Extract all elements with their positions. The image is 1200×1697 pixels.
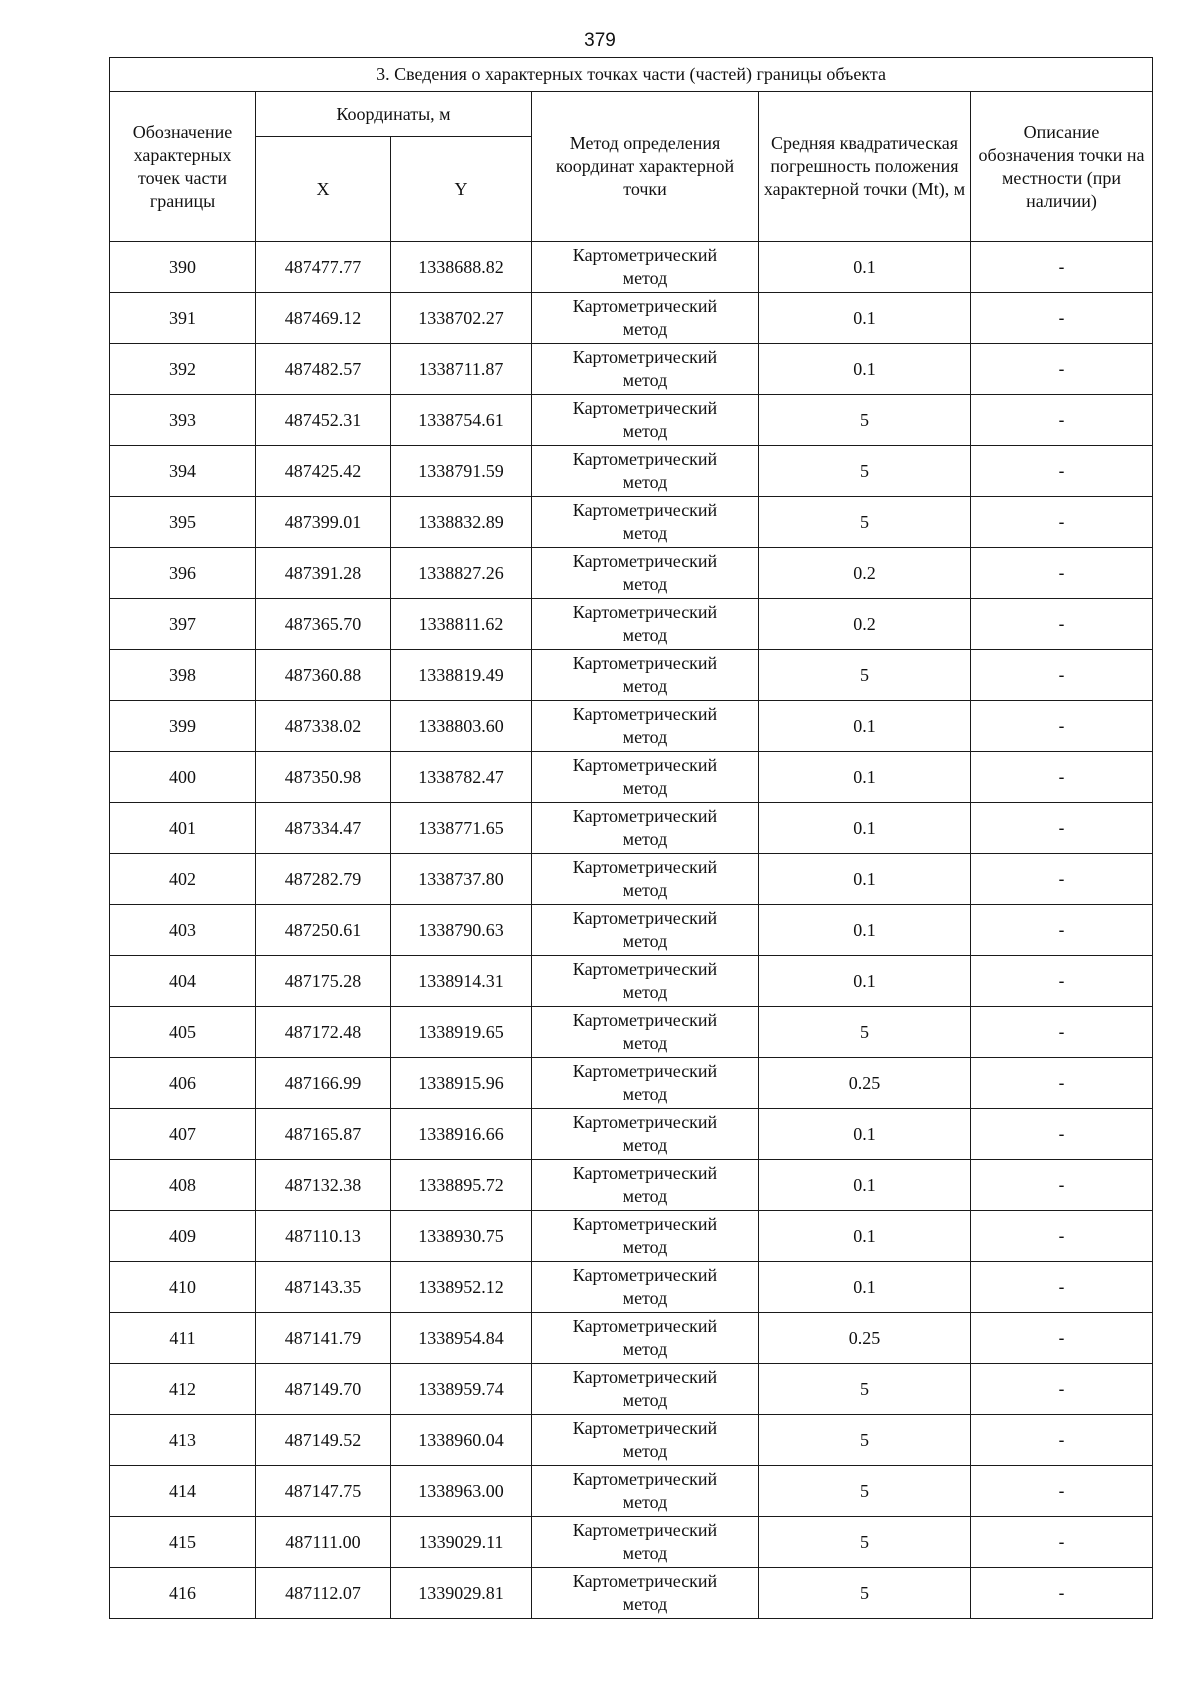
point-id: 398 <box>110 650 256 701</box>
coord-x: 487365.70 <box>256 599 391 650</box>
mean-error: 0.1 <box>759 1211 971 1262</box>
method-line-1: Картометрический <box>572 806 718 826</box>
coord-y: 1338827.26 <box>391 548 532 599</box>
method-line-2: метод <box>622 370 668 390</box>
point-description: - <box>971 650 1153 701</box>
point-description: - <box>971 1211 1153 1262</box>
boundary-points-table <box>109 57 1153 1619</box>
mean-error: 5 <box>759 1466 971 1517</box>
mean-error: 0.1 <box>759 701 971 752</box>
method-line-2: метод <box>622 319 668 339</box>
point-description: - <box>971 1313 1153 1364</box>
coord-y: 1338895.72 <box>391 1160 532 1211</box>
method-line-2: метод <box>622 1135 668 1155</box>
method <box>532 1262 759 1313</box>
point-id: 392 <box>110 344 256 395</box>
method-line-2: метод <box>622 778 668 798</box>
coord-y: 1339029.81 <box>391 1568 532 1619</box>
point-id: 414 <box>110 1466 256 1517</box>
method-line-2: метод <box>622 625 668 645</box>
coord-x: 487399.01 <box>256 497 391 548</box>
table-title-row <box>110 58 1153 92</box>
point-description: - <box>971 752 1153 803</box>
method-line-2: метод <box>622 1441 668 1461</box>
mean-error: 0.1 <box>759 1160 971 1211</box>
method <box>532 752 759 803</box>
coord-y: 1338832.89 <box>391 497 532 548</box>
coord-y: 1338819.49 <box>391 650 532 701</box>
point-description: - <box>971 1415 1153 1466</box>
header-coordinates: Координаты, м <box>256 92 532 137</box>
table-title: 3. Сведения о характерных точках части (частей) границы объекта <box>110 58 1153 92</box>
table-row <box>110 1262 1153 1313</box>
point-description: - <box>971 1364 1153 1415</box>
coord-y: 1338914.31 <box>391 956 532 1007</box>
method <box>532 1466 759 1517</box>
mean-error: 5 <box>759 650 971 701</box>
method <box>532 497 759 548</box>
table-row <box>110 854 1153 905</box>
point-description: - <box>971 548 1153 599</box>
method-line-2: метод <box>622 574 668 594</box>
table-row <box>110 1415 1153 1466</box>
method <box>532 1313 759 1364</box>
method <box>532 1007 759 1058</box>
method <box>532 956 759 1007</box>
table-row <box>110 1568 1153 1619</box>
point-id: 411 <box>110 1313 256 1364</box>
mean-error: 5 <box>759 1364 971 1415</box>
point-description: - <box>971 1007 1153 1058</box>
mean-error: 0.1 <box>759 803 971 854</box>
method-line-2: метод <box>622 1237 668 1257</box>
table-row <box>110 1160 1153 1211</box>
point-id: 396 <box>110 548 256 599</box>
page-number: 379 <box>584 30 616 51</box>
point-id: 402 <box>110 854 256 905</box>
method <box>532 803 759 854</box>
method-line-2: метод <box>622 1186 668 1206</box>
method <box>532 905 759 956</box>
coord-x: 487112.07 <box>256 1568 391 1619</box>
coord-x: 487166.99 <box>256 1058 391 1109</box>
point-description: - <box>971 395 1153 446</box>
mean-error: 0.1 <box>759 752 971 803</box>
point-description: - <box>971 293 1153 344</box>
mean-error: 0.25 <box>759 1313 971 1364</box>
mean-error: 0.2 <box>759 599 971 650</box>
point-id: 407 <box>110 1109 256 1160</box>
method <box>532 293 759 344</box>
header-y: Y <box>391 137 532 242</box>
method-line-1: Картометрический <box>572 602 718 622</box>
method-line-2: метод <box>622 1390 668 1410</box>
table-row <box>110 293 1153 344</box>
method-line-2: метод <box>622 1339 668 1359</box>
point-id: 404 <box>110 956 256 1007</box>
method <box>532 446 759 497</box>
point-id: 397 <box>110 599 256 650</box>
coord-x: 487175.28 <box>256 956 391 1007</box>
table-row <box>110 395 1153 446</box>
coord-x: 487132.38 <box>256 1160 391 1211</box>
coord-x: 487334.47 <box>256 803 391 854</box>
coord-y: 1338791.59 <box>391 446 532 497</box>
mean-error: 0.1 <box>759 1109 971 1160</box>
mean-error: 0.25 <box>759 1058 971 1109</box>
coord-x: 487165.87 <box>256 1109 391 1160</box>
mean-error: 0.1 <box>759 344 971 395</box>
mean-error: 0.1 <box>759 905 971 956</box>
table-row <box>110 446 1153 497</box>
method <box>532 650 759 701</box>
method-line-2: метод <box>622 829 668 849</box>
coord-x: 487147.75 <box>256 1466 391 1517</box>
coord-x: 487149.52 <box>256 1415 391 1466</box>
method-line-1: Картометрический <box>572 755 718 775</box>
table-row <box>110 650 1153 701</box>
point-id: 399 <box>110 701 256 752</box>
coord-y: 1338782.47 <box>391 752 532 803</box>
table-row <box>110 956 1153 1007</box>
coord-x: 487350.98 <box>256 752 391 803</box>
mean-error: 5 <box>759 497 971 548</box>
table-row <box>110 905 1153 956</box>
point-id: 409 <box>110 1211 256 1262</box>
table-row <box>110 701 1153 752</box>
header-method: Метод определения координат характерной точки <box>532 92 759 242</box>
method-line-2: метод <box>622 727 668 747</box>
method <box>532 854 759 905</box>
point-id: 412 <box>110 1364 256 1415</box>
mean-error: 5 <box>759 395 971 446</box>
method-line-2: метод <box>622 676 668 696</box>
method-line-2: метод <box>622 931 668 951</box>
method-line-2: метод <box>622 421 668 441</box>
point-description: - <box>971 446 1153 497</box>
point-description: - <box>971 1109 1153 1160</box>
mean-error: 5 <box>759 1568 971 1619</box>
table-row <box>110 344 1153 395</box>
point-id: 395 <box>110 497 256 548</box>
method-line-1: Картометрический <box>572 1571 718 1591</box>
method-line-1: Картометрический <box>572 1010 718 1030</box>
coord-x: 487143.35 <box>256 1262 391 1313</box>
header-row-top <box>110 92 1153 137</box>
coord-y: 1338771.65 <box>391 803 532 854</box>
method-line-1: Картометрический <box>572 1112 718 1132</box>
table-row <box>110 1109 1153 1160</box>
method-line-2: метод <box>622 982 668 1002</box>
coord-y: 1338963.00 <box>391 1466 532 1517</box>
method-line-1: Картометрический <box>572 1367 718 1387</box>
point-description: - <box>971 803 1153 854</box>
coord-y: 1338688.82 <box>391 242 532 293</box>
mean-error: 0.1 <box>759 1262 971 1313</box>
coord-y: 1338811.62 <box>391 599 532 650</box>
point-id: 406 <box>110 1058 256 1109</box>
table-row <box>110 1466 1153 1517</box>
coord-y: 1338954.84 <box>391 1313 532 1364</box>
method <box>532 1568 759 1619</box>
point-id: 391 <box>110 293 256 344</box>
point-description: - <box>971 1058 1153 1109</box>
point-description: - <box>971 599 1153 650</box>
table-row <box>110 752 1153 803</box>
table-row <box>110 497 1153 548</box>
point-description: - <box>971 1568 1153 1619</box>
method <box>532 1160 759 1211</box>
point-description: - <box>971 1466 1153 1517</box>
mean-error: 5 <box>759 1415 971 1466</box>
method-line-1: Картометрический <box>572 449 718 469</box>
coord-y: 1338737.80 <box>391 854 532 905</box>
method-line-1: Картометрический <box>572 296 718 316</box>
coord-x: 487338.02 <box>256 701 391 752</box>
table-row <box>110 1058 1153 1109</box>
method <box>532 701 759 752</box>
mean-error: 5 <box>759 1517 971 1568</box>
point-description: - <box>971 956 1153 1007</box>
table-row <box>110 1313 1153 1364</box>
coord-y: 1338754.61 <box>391 395 532 446</box>
point-id: 405 <box>110 1007 256 1058</box>
method-line-2: метод <box>622 1288 668 1308</box>
method-line-1: Картометрический <box>572 704 718 724</box>
mean-error: 0.1 <box>759 293 971 344</box>
method <box>532 548 759 599</box>
coord-y: 1338803.60 <box>391 701 532 752</box>
coord-y: 1338711.87 <box>391 344 532 395</box>
coord-x: 487360.88 <box>256 650 391 701</box>
table-row <box>110 599 1153 650</box>
coord-x: 487452.31 <box>256 395 391 446</box>
method-line-1: Картометрический <box>572 245 718 265</box>
method-line-2: метод <box>622 1084 668 1104</box>
method-line-1: Картометрический <box>572 1418 718 1438</box>
point-description: - <box>971 854 1153 905</box>
method-line-2: метод <box>622 1543 668 1563</box>
table-body <box>110 242 1153 1619</box>
point-description: - <box>971 1262 1153 1313</box>
point-description: - <box>971 905 1153 956</box>
coord-x: 487391.28 <box>256 548 391 599</box>
coord-x: 487250.61 <box>256 905 391 956</box>
coord-x: 487469.12 <box>256 293 391 344</box>
mean-error: 5 <box>759 1007 971 1058</box>
coord-y: 1338702.27 <box>391 293 532 344</box>
method-line-1: Картометрический <box>572 653 718 673</box>
mean-error: 0.1 <box>759 956 971 1007</box>
table-row <box>110 242 1153 293</box>
method <box>532 395 759 446</box>
method <box>532 1211 759 1262</box>
header-x: X <box>256 137 391 242</box>
point-description: - <box>971 344 1153 395</box>
point-id: 416 <box>110 1568 256 1619</box>
point-id: 393 <box>110 395 256 446</box>
method <box>532 344 759 395</box>
point-id: 408 <box>110 1160 256 1211</box>
method-line-2: метод <box>622 472 668 492</box>
method <box>532 1415 759 1466</box>
table-row <box>110 1007 1153 1058</box>
point-description: - <box>971 701 1153 752</box>
header-designation: Обозначение характерных точек части границы <box>110 92 256 242</box>
method-line-2: метод <box>622 523 668 543</box>
point-description: - <box>971 242 1153 293</box>
method-line-1: Картометрический <box>572 1520 718 1540</box>
method-line-1: Картометрический <box>572 959 718 979</box>
coord-y: 1338919.65 <box>391 1007 532 1058</box>
point-description: - <box>971 497 1153 548</box>
method-line-1: Картометрический <box>572 1265 718 1285</box>
coord-x: 487482.57 <box>256 344 391 395</box>
coord-y: 1338790.63 <box>391 905 532 956</box>
point-description: - <box>971 1517 1153 1568</box>
coord-y: 1338915.96 <box>391 1058 532 1109</box>
header-description: Описание обозначения точки на местности (при наличии) <box>971 92 1153 242</box>
method <box>532 1109 759 1160</box>
mean-error: 0.1 <box>759 854 971 905</box>
coord-x: 487111.00 <box>256 1517 391 1568</box>
method <box>532 1058 759 1109</box>
method <box>532 1517 759 1568</box>
method-line-1: Картометрический <box>572 347 718 367</box>
point-id: 394 <box>110 446 256 497</box>
coord-x: 487282.79 <box>256 854 391 905</box>
point-id: 413 <box>110 1415 256 1466</box>
coord-x: 487149.70 <box>256 1364 391 1415</box>
point-id: 403 <box>110 905 256 956</box>
method-line-1: Картометрический <box>572 398 718 418</box>
method-line-1: Картометрический <box>572 551 718 571</box>
method-line-1: Картометрический <box>572 1061 718 1081</box>
method-line-2: метод <box>622 1594 668 1614</box>
method <box>532 1364 759 1415</box>
mean-error: 5 <box>759 446 971 497</box>
coord-y: 1338952.12 <box>391 1262 532 1313</box>
table-row <box>110 803 1153 854</box>
method-line-2: метод <box>622 1033 668 1053</box>
method-line-2: метод <box>622 268 668 288</box>
coord-y: 1339029.11 <box>391 1517 532 1568</box>
table-row <box>110 1364 1153 1415</box>
method-line-2: метод <box>622 1492 668 1512</box>
table-row <box>110 1517 1153 1568</box>
point-id: 415 <box>110 1517 256 1568</box>
coord-x: 487425.42 <box>256 446 391 497</box>
coord-y: 1338959.74 <box>391 1364 532 1415</box>
method <box>532 599 759 650</box>
point-id: 400 <box>110 752 256 803</box>
method <box>532 242 759 293</box>
header-error: Средняя квадратическая погрешность положения характерной точки (Mt), м <box>759 92 971 242</box>
method-line-1: Картометрический <box>572 1469 718 1489</box>
coord-x: 487477.77 <box>256 242 391 293</box>
mean-error: 0.1 <box>759 242 971 293</box>
coord-y: 1338916.66 <box>391 1109 532 1160</box>
method-line-1: Картометрический <box>572 1163 718 1183</box>
coord-y: 1338960.04 <box>391 1415 532 1466</box>
method-line-2: метод <box>622 880 668 900</box>
table-row <box>110 548 1153 599</box>
coord-x: 487141.79 <box>256 1313 391 1364</box>
mean-error: 0.2 <box>759 548 971 599</box>
coord-y: 1338930.75 <box>391 1211 532 1262</box>
method-line-1: Картометрический <box>572 857 718 877</box>
method-line-1: Картометрический <box>572 1316 718 1336</box>
point-id: 410 <box>110 1262 256 1313</box>
point-description: - <box>971 1160 1153 1211</box>
method-line-1: Картометрический <box>572 1214 718 1234</box>
table-row <box>110 1211 1153 1262</box>
point-id: 390 <box>110 242 256 293</box>
coord-x: 487110.13 <box>256 1211 391 1262</box>
method-line-1: Картометрический <box>572 908 718 928</box>
point-id: 401 <box>110 803 256 854</box>
coord-x: 487172.48 <box>256 1007 391 1058</box>
method-line-1: Картометрический <box>572 500 718 520</box>
